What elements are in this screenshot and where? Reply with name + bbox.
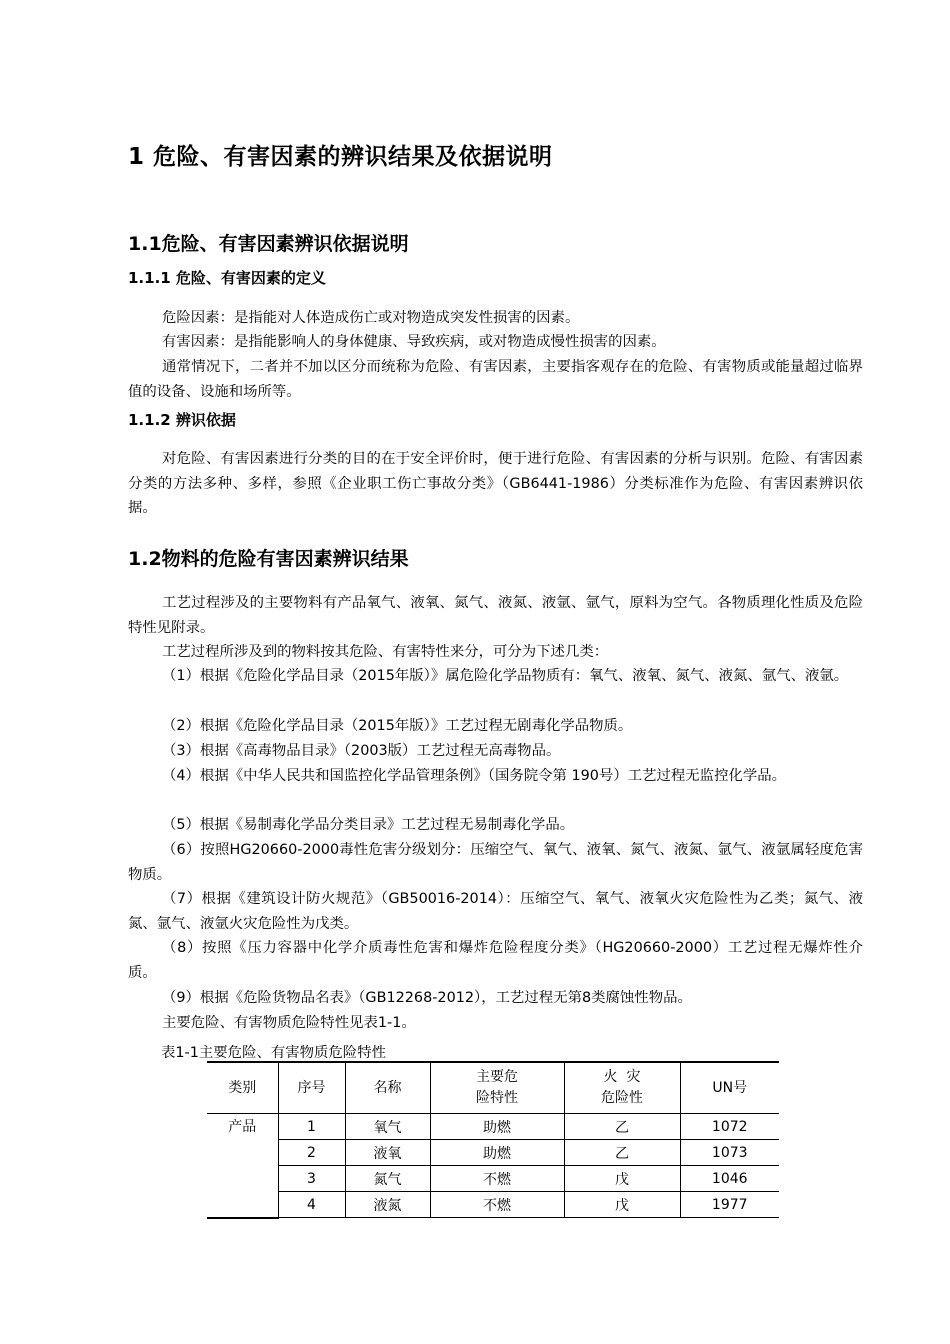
section-1-1-heading: 1.1危险、有害因素辨识依据说明 [128,233,409,255]
category-cell: 产品 [207,1114,278,1218]
definition-paragraph: 通常情况下，二者并不加以区分而统称为危险、有害因素，主要指客观存在的危险、有害物质或能量超过临界值的设备、设施和场所等。 [128,359,863,400]
hazard-table [207,1061,779,1219]
hazard-cell: 不燃 [430,1192,564,1218]
table-reference: 主要危险、有害物质危险特性见表1-1。 [162,1015,416,1031]
table-caption: 表1-1主要危险、有害物质危险特性 [161,1045,386,1061]
hazard-cell: 助燃 [430,1140,564,1166]
list-item: （5）根据《易制毒化学品分类目录》工艺过程无易制毒化学品。 [162,817,575,833]
table-header-row [207,1062,779,1114]
header-un: UN号 [680,1062,779,1114]
fire-cell: 乙 [564,1114,680,1140]
header-hazard-line2: 险特性 [476,1090,518,1106]
list-item: （4）根据《中华人民共和国监控化学品管理条例》（国务院令第 190号）工艺过程无监控化学品。 [162,768,787,784]
header-name: 名称 [345,1062,430,1114]
name-cell: 液氧 [345,1140,430,1166]
un-cell: 1073 [680,1140,779,1166]
fire-cell: 戊 [564,1192,680,1218]
name-cell: 氧气 [345,1114,430,1140]
table-row [207,1114,779,1140]
header-hazard [430,1062,564,1114]
header-fire-line2: 危险性 [601,1090,643,1106]
definition-paragraph: 危险因素：是指能对人体造成伤亡或对物造成突发性损害的因素。 [162,310,580,326]
list-item: （1）根据《危险化学品目录（2015年版）》属危险化学品物质有：氧气、液氧、氮气、液氮、氩气、液氩。 [162,668,849,684]
section-1-1-2-heading: 1.1.2 辨识依据 [128,411,236,429]
table-row [207,1166,779,1192]
list-item: （3）根据《高毒物品目录》（2003版）工艺过程无高毒物品。 [162,743,561,759]
body-paragraph: 工艺过程涉及的主要物料有产品氧气、液氧、氮气、液氮、液氩、氩气，原料为空气。各物质理化性质及危险特性见附录。 [128,595,863,636]
hazard-cell: 不燃 [430,1166,564,1192]
list-item: （2）根据《危险化学品目录（2015年版）》工艺过程无剧毒化学品物质。 [162,718,633,734]
header-hazard-line1: 主要危 [476,1069,518,1085]
list-item: （6）按照HG20660-2000毒性危害分级划分：压缩空气、氧气、液氧、氮气、液氮、氩气、液氩属轻度危害物质。 [128,842,863,883]
fire-cell: 乙 [564,1140,680,1166]
un-cell: 1072 [680,1114,779,1140]
definition-paragraph: 有害因素：是指能影响人的身体健康、导致疾病，或对物造成慢性损害的因素。 [162,334,666,350]
list-item: （7）根据《建筑设计防火规范》（GB50016-2014）：压缩空气、氧气、液氧火灾危险性为乙类；氮气、液氮、氩气、液氩火灾危险性为戊类。 [128,891,863,932]
chapter-heading: 1 危险、有害因素的辨识结果及依据说明 [128,144,553,170]
header-index: 序号 [278,1062,345,1114]
body-paragraph: 工艺过程所涉及到的物料按其危险、有害特性来分，可分为下述几类： [162,644,609,660]
fire-cell: 戊 [564,1166,680,1192]
header-fire-line1: 火 灾 [603,1069,641,1085]
header-fire [564,1062,680,1114]
name-cell: 氮气 [345,1166,430,1192]
index-cell: 3 [278,1166,345,1192]
list-item: （8）按照《压力容器中化学介质毒性危害和爆炸危险程度分类》（HG20660-2000）工艺过程无爆炸性介质。 [128,940,863,981]
index-cell: 4 [278,1192,345,1218]
un-cell: 1046 [680,1166,779,1192]
table-row [207,1140,779,1166]
section-1-2-heading: 1.2物料的危险有害因素辨识结果 [128,548,409,570]
basis-paragraph: 对危险、有害因素进行分类的目的在于安全评价时，便于进行危险、有害因素的分析与识别。危险、有害因素分类的方法多种、多样，参照《企业职工伤亡事故分类》（GB6441-1986）分类标准作为危险、有害因素辨识依据。 [128,451,863,516]
header-category: 类别 [207,1062,278,1114]
list-item: （9）根据《危险货物品名表》（GB12268-2012），工艺过程无第8类腐蚀性物品。 [162,990,692,1006]
name-cell: 液氮 [345,1192,430,1218]
table-row [207,1192,779,1218]
index-cell: 2 [278,1140,345,1166]
index-cell: 1 [278,1114,345,1140]
un-cell: 1977 [680,1192,779,1218]
hazard-cell: 助燃 [430,1114,564,1140]
section-1-1-1-heading: 1.1.1 危险、有害因素的定义 [128,269,326,287]
